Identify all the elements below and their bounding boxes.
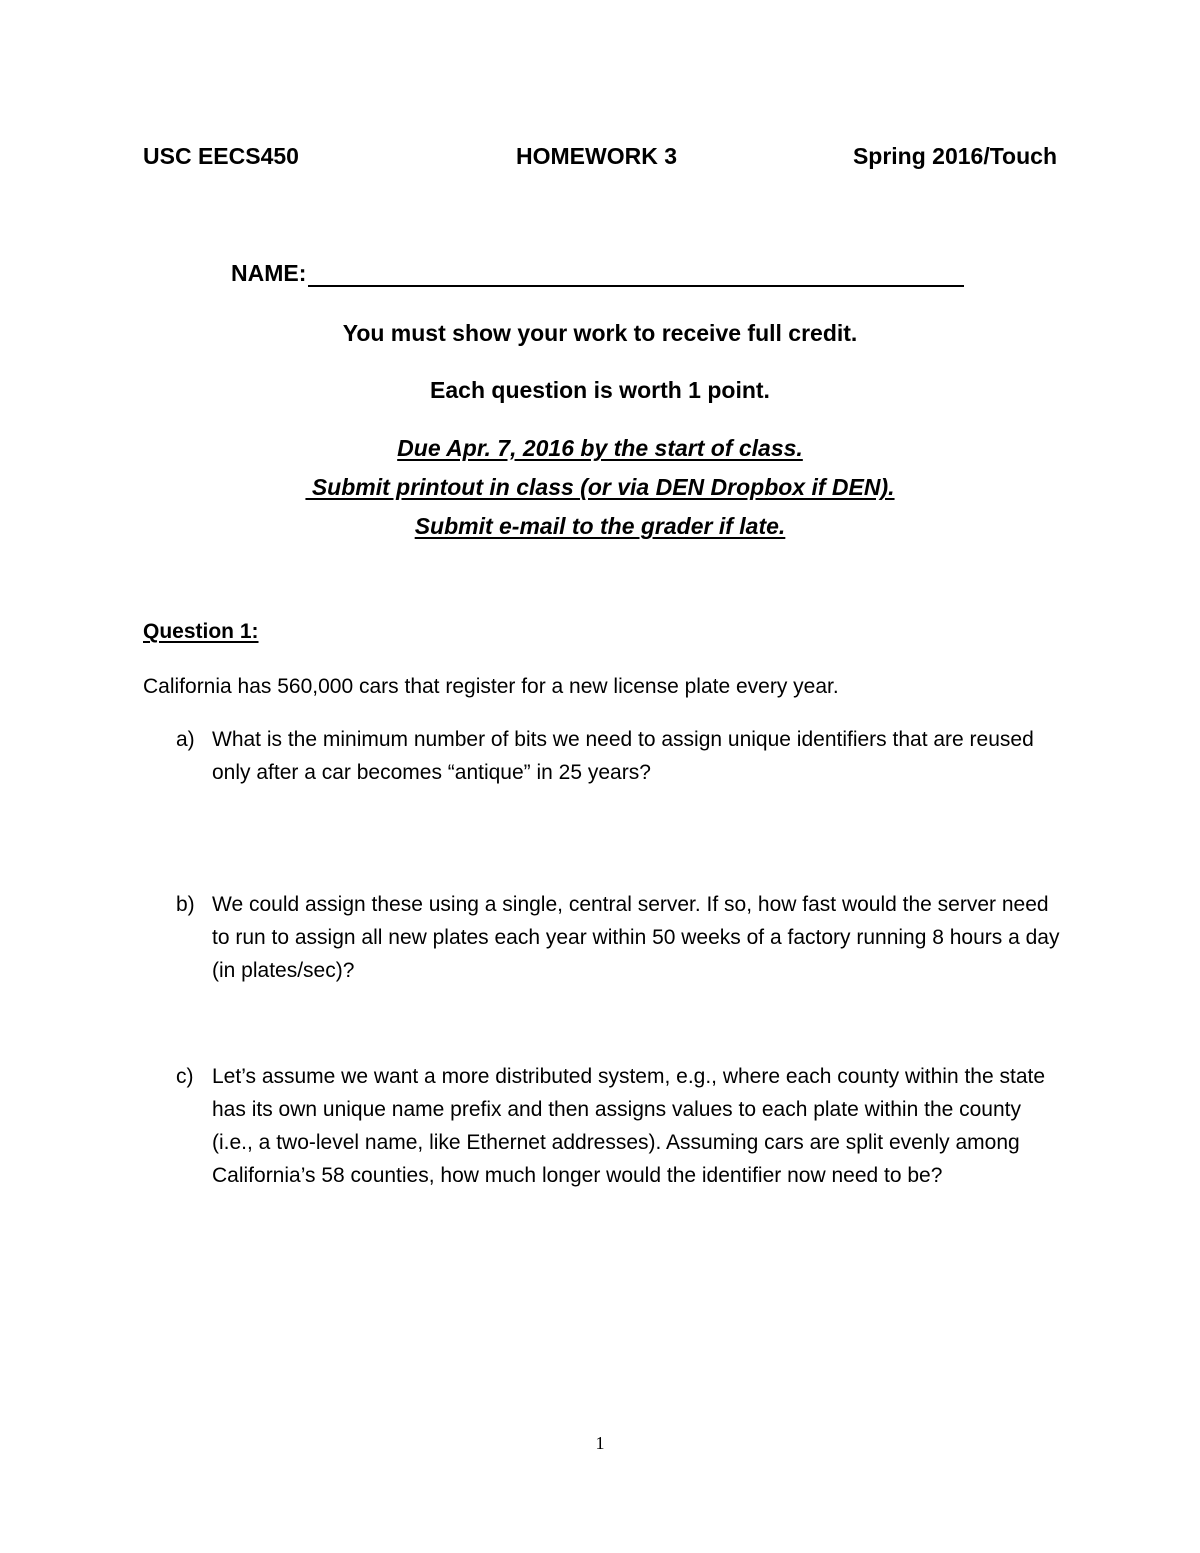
part-text: Let’s assume we want a more distributed system, e.g., where each county within the state has its own unique name prefix and then assigns values to each plate within the county (i.e., a two-level name, like Ethernet addresses). Assuming cars are split evenly among California’s 58 counties, how much longer would the identifier now need to be?: [212, 1065, 1046, 1187]
name-label: NAME:: [231, 260, 307, 286]
page-header: [143, 143, 1057, 175]
question-1-intro: California has 560,000 cars that register for a new license plate every year.: [143, 675, 839, 698]
part-text: What is the minimum number of bits we need to assign unique identifiers that are reused only after a car becomes “antique” in 25 years?: [212, 728, 1034, 784]
part-letter: c): [176, 1065, 194, 1088]
term-label: Spring 2016/Touch: [852, 143, 1057, 169]
assignment-title: HOMEWORK 3: [516, 143, 677, 169]
part-letter: a): [176, 728, 195, 751]
course-label: USC EECS450: [143, 143, 299, 169]
submit-email-line: [0, 513, 1200, 540]
part-text: We could assign these using a single, central server. If so, how fast would the server need to run to assign all new plates each year within 50 weeks of a factory running 8 hours a day (in plates/sec)?: [212, 893, 1060, 982]
due-date-line: [0, 435, 1200, 462]
show-work-instruction: You must show your work to receive full credit.: [342, 320, 858, 346]
due-date-text: Due Apr. 7, 2016 by the start of class.: [397, 435, 803, 461]
part-letter: b): [176, 893, 195, 916]
submit-printout-text: Submit printout in class (or via DEN Dropbox if DEN).: [305, 474, 895, 500]
name-field: [231, 260, 964, 287]
submit-email-text: Submit e-mail to the grader if late.: [414, 513, 786, 539]
page-number: 1: [595, 1433, 605, 1453]
submit-printout-line: [0, 474, 1200, 501]
question-1-title: Question 1:: [143, 620, 259, 643]
name-blank-line: [308, 261, 964, 287]
points-instruction: Each question is worth 1 point.: [430, 377, 770, 403]
